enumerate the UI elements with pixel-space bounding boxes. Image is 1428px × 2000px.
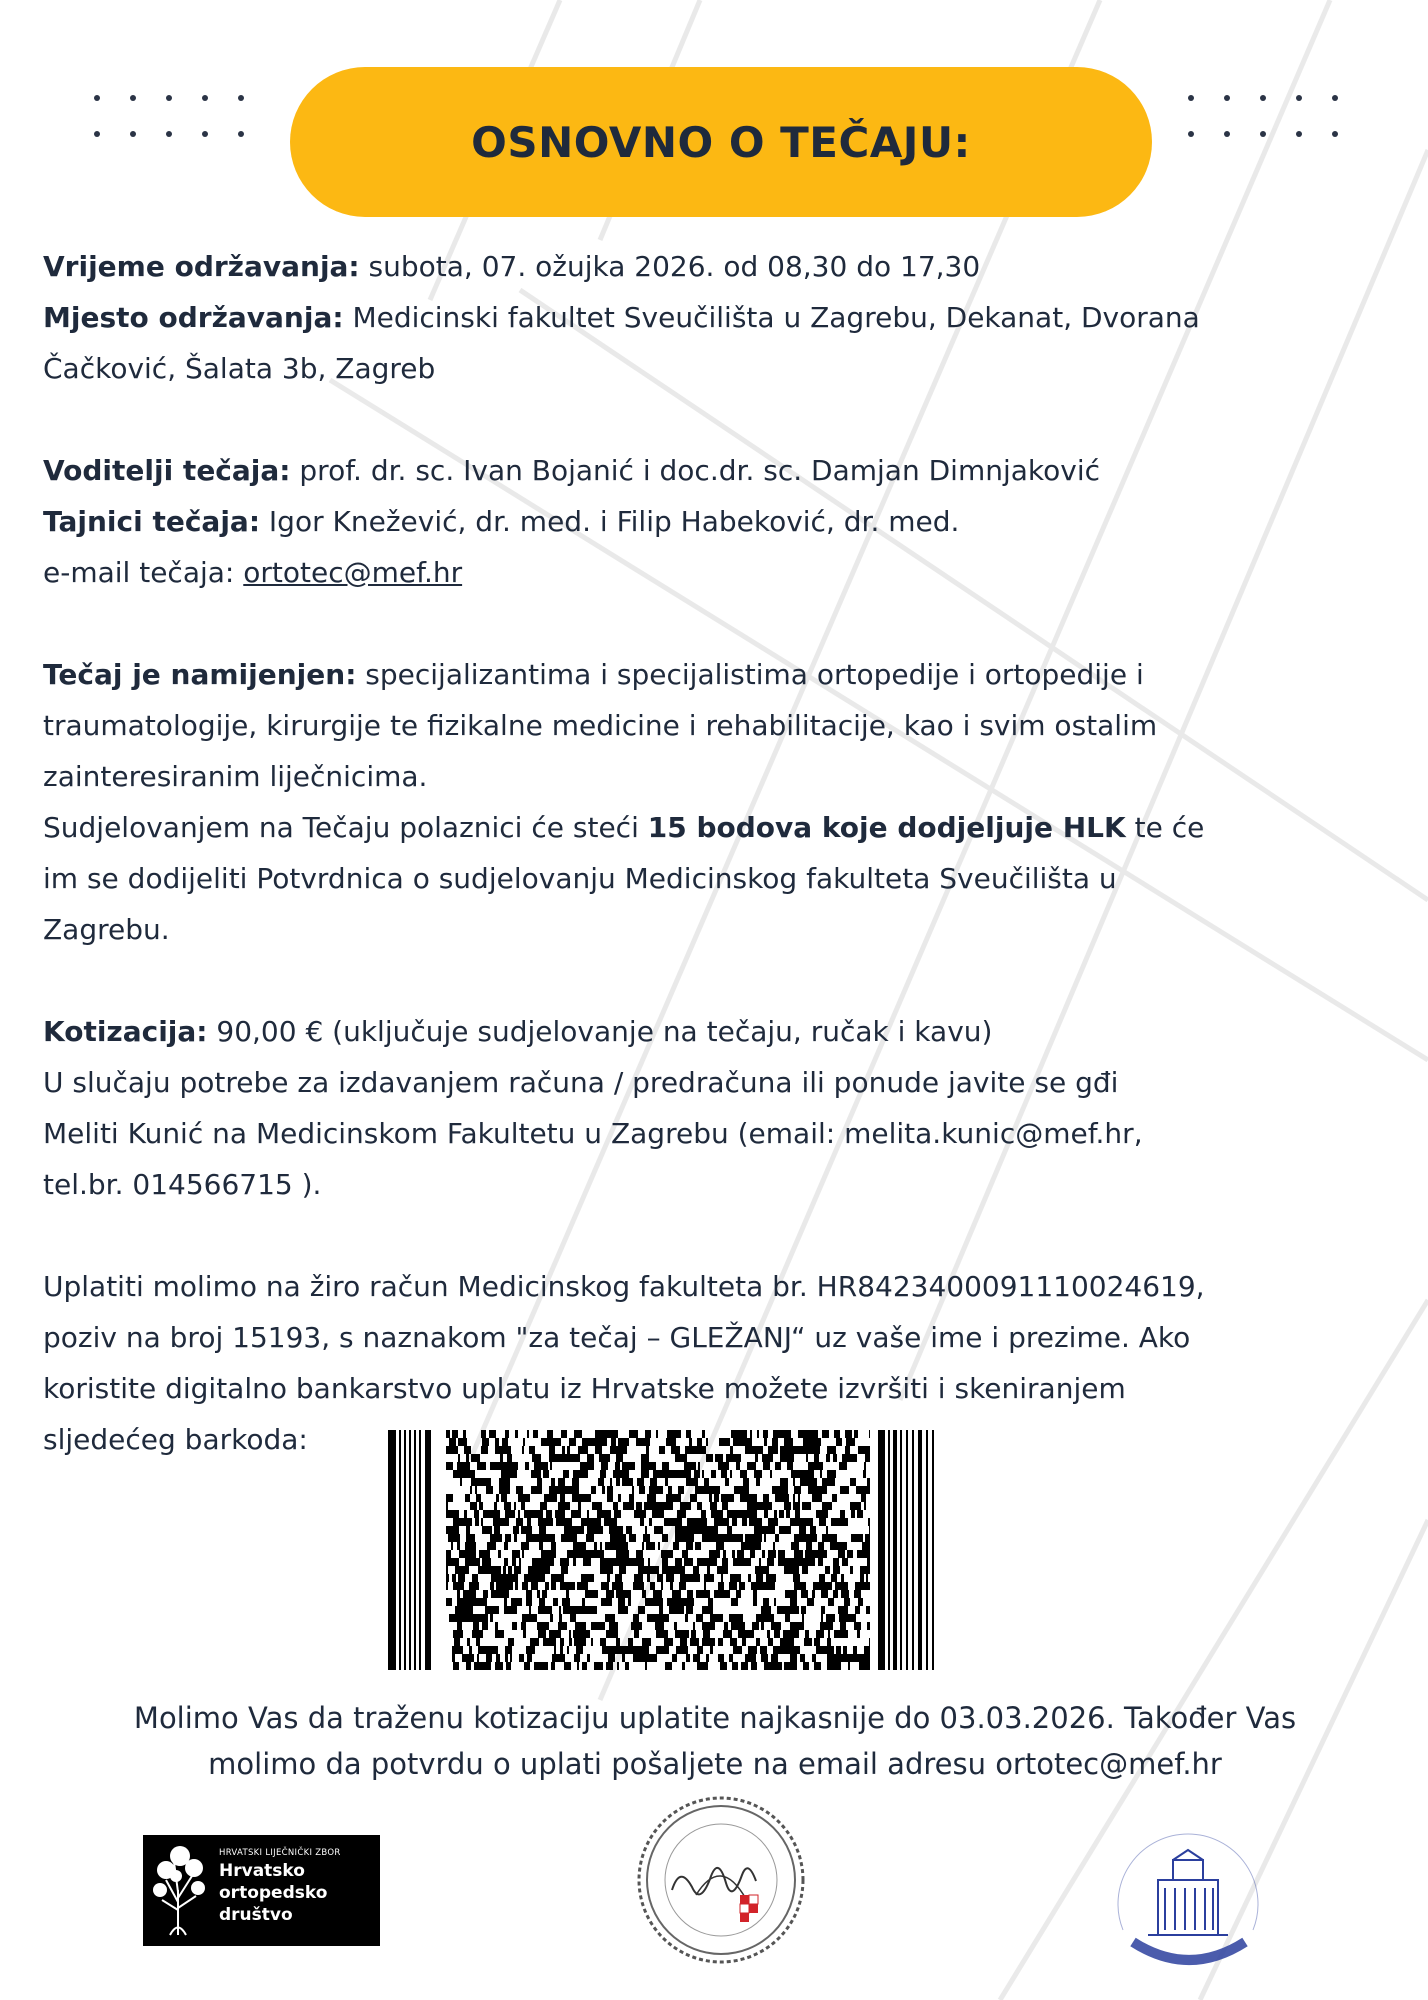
- points-row: Sudjelovanjem na Tečaju polaznici će steći 15 bodova koje dodjeljuje HLK te će: [43, 811, 1205, 844]
- hoz-small-text: HRVATSKI LIJEČNIČKI ZBOR: [219, 1848, 341, 1858]
- fee-line-4: tel.br. 014566715 ).: [43, 1168, 322, 1201]
- audience-line-5: im se dodijeliti Potvrdnica o sudjelovanju Medicinskog fakulteta Sveučilišta u: [43, 862, 1117, 895]
- audience-line-2: traumatologije, kirurgije te fizikalne medicine i rehabilitacije, kao i svim ostalim: [43, 709, 1158, 742]
- course-email-link[interactable]: ortotec@mef.hr: [243, 556, 463, 589]
- audience-row: Tečaj je namijenjen: specijalizantima i specijalistima ortopedije i ortopedije i: [43, 658, 1144, 691]
- payment-line-2: poziv na broj 15193, s naznakom "za tečaj – GLEŽANJ“ uz vaše ime i prezime. Ako: [43, 1321, 1191, 1354]
- audience-line-3: zainteresiranim liječnicima.: [43, 760, 428, 793]
- audience-line-6: Zagrebu.: [43, 913, 170, 946]
- closing-note: [70, 1695, 1360, 1787]
- fee-row: Kotizacija: 90,00 € (uključuje sudjelovanje na tečaju, ručak i kavu): [43, 1015, 993, 1048]
- closing-line-1: Molimo Vas da traženu kotizaciju uplatite najkasnije do 03.03.2026. Također Vas: [133, 1701, 1297, 1735]
- hoz-name: Hrvatsko ortopedsko društvo: [219, 1861, 328, 1925]
- email-row: e-mail tečaja: ortotec@mef.hr: [43, 556, 463, 589]
- secretaries-row: Tajnici tečaja: Igor Knežević, dr. med. i Filip Habeković, dr. med.: [43, 505, 960, 538]
- place-row-cont: Čačković, Šalata 3b, Zagreb: [43, 352, 436, 385]
- time-row: Vrijeme održavanja: subota, 07. ožujka 2026. od 08,30 do 17,30: [43, 250, 981, 283]
- hoz-logo: [143, 1835, 380, 1946]
- leaders-row: Voditelji tečaja: prof. dr. sc. Ivan Bojanić i doc.dr. sc. Damjan Dimnjaković: [43, 454, 1100, 487]
- page-title: OSNOVNO O TEČAJU:: [471, 117, 971, 167]
- payment-line-4: sljedećeg barkoda:: [43, 1423, 308, 1456]
- closing-line-2: molimo da potvrdu o uplati pošaljete na email adresu ortotec@mef.hr: [208, 1747, 1222, 1781]
- payment-line-1: Uplatiti molimo na žiro račun Medicinskog fakulteta br. HR8423400091110024619,: [43, 1270, 1205, 1303]
- fee-line-3: Meliti Kunić na Medicinskom Fakultetu u Zagrebu (email: melita.kunic@mef.hr,: [43, 1117, 1143, 1150]
- medicinski-fakultet-logo: [1103, 1810, 1275, 1982]
- tree-icon: [148, 1840, 208, 1940]
- decorative-dots-right: [1188, 95, 1338, 137]
- crosfas-seal-logo: [636, 1795, 806, 1965]
- payment-line-3: koristite digitalno bankarstvo uplatu iz Hrvatske možete izvršiti i skeniranjem: [43, 1372, 1126, 1405]
- title-banner: [290, 67, 1152, 217]
- fee-line-2: U slučaju potrebe za izdavanjem računa / predračuna ili ponude javite se gđi: [43, 1066, 1119, 1099]
- place-row: Mjesto održavanja: Medicinski fakultet Sveučilišta u Zagrebu, Dekanat, Dvorana: [43, 301, 1200, 334]
- payment-barcode: [388, 1430, 936, 1670]
- decorative-dots-left: [94, 95, 244, 137]
- course-details: [43, 241, 1383, 1465]
